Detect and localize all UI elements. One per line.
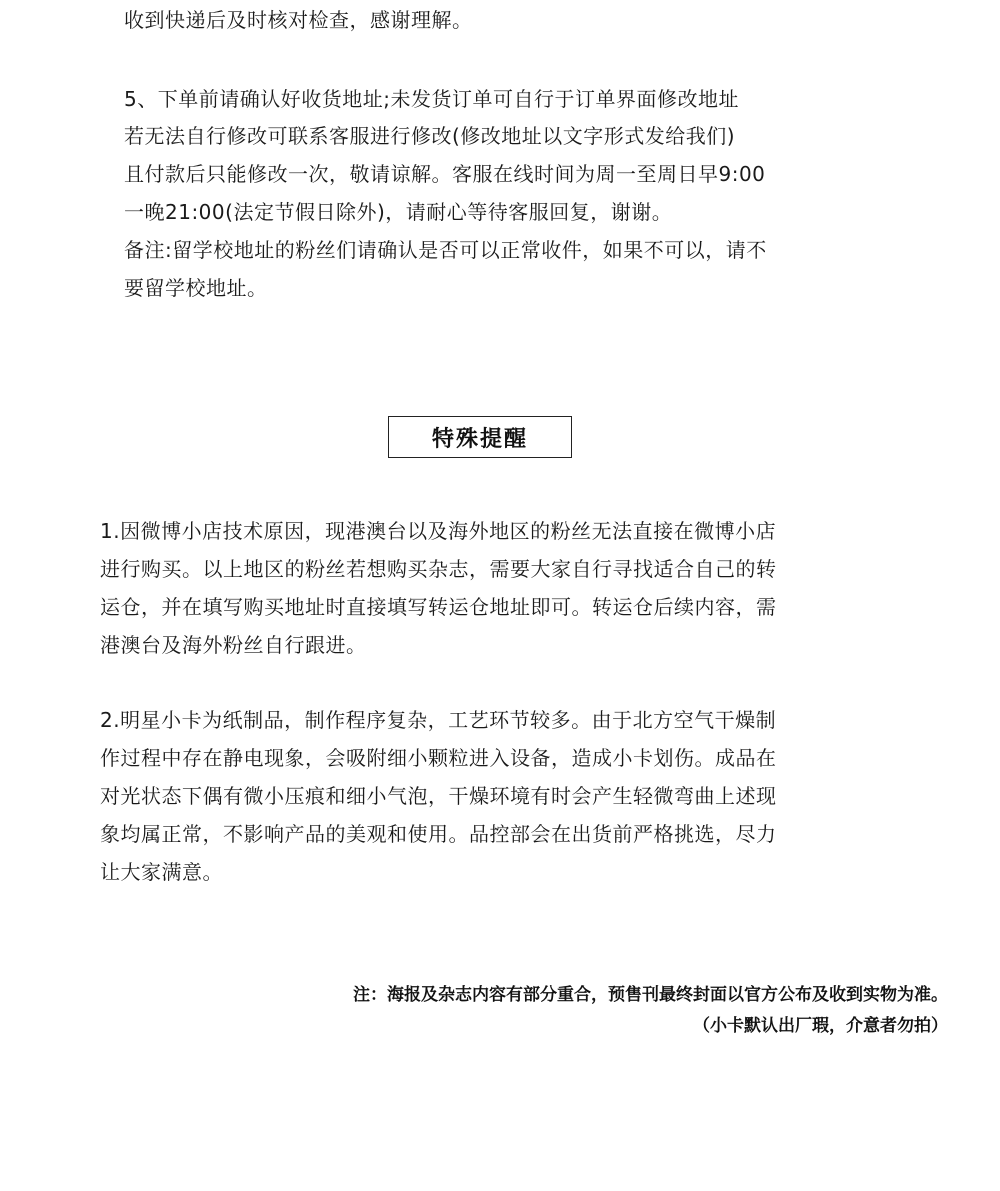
notice-line: 进行购买。以上地区的粉丝若想购买杂志，需要大家自行寻找适合自己的转 (100, 557, 777, 581)
notice-line: 1.因微博小店技术原因，现港澳台以及海外地区的粉丝无法直接在微博小店 (100, 519, 777, 543)
notes-line: 且付款后只能修改一次，敬请谅解。客服在线时间为周一至周日早9:00 (124, 162, 766, 186)
notes-line: 备注:留学校地址的粉丝们请确认是否可以正常收件，如果不可以，请不 (124, 238, 767, 262)
footnote-line-2: （小卡默认出厂瑕，介意者勿拍） (693, 1016, 948, 1036)
notice-line: 象均属正常，不影响产品的美观和使用。品控部会在出货前严格挑选，尽力 (100, 822, 777, 846)
notes-line: 若无法自行修改可联系客服进行修改(修改地址以文字形式发给我们) (124, 124, 736, 148)
notes-line: 5、下单前请确认好收货地址;未发货订单可自行于订单界面修改地址 (124, 87, 739, 111)
notes-line: 收到快递后及时核对检查，感谢理解。 (124, 8, 473, 32)
notice-line: 2.明星小卡为纸制品，制作程序复杂，工艺环节较多。由于北方空气干燥制 (100, 708, 777, 732)
notes-line: 要留学校地址。 (124, 276, 268, 300)
notice-line: 作过程中存在静电现象，会吸附细小颗粒进入设备，造成小卡划伤。成品在 (100, 746, 777, 770)
notice-line: 运仓，并在填写购买地址时直接填写转运仓地址即可。转运仓后续内容，需 (100, 595, 777, 619)
special-notice-heading-box (388, 416, 572, 458)
footnote-line-1: 注：海报及杂志内容有部分重合，预售刊最终封面以官方公布及收到实物为准。 (353, 985, 948, 1005)
notice-line: 让大家满意。 (100, 860, 223, 884)
special-notice-heading: 特殊提醒 (431, 426, 528, 452)
notice-line: 港澳台及海外粉丝自行跟进。 (100, 633, 367, 657)
notes-line: 一晚21:00(法定节假日除外)，请耐心等待客服回复，谢谢。 (124, 200, 673, 224)
notice-line: 对光状态下偶有微小压痕和细小气泡，干燥环境有时会产生轻微弯曲上述现 (100, 784, 777, 808)
